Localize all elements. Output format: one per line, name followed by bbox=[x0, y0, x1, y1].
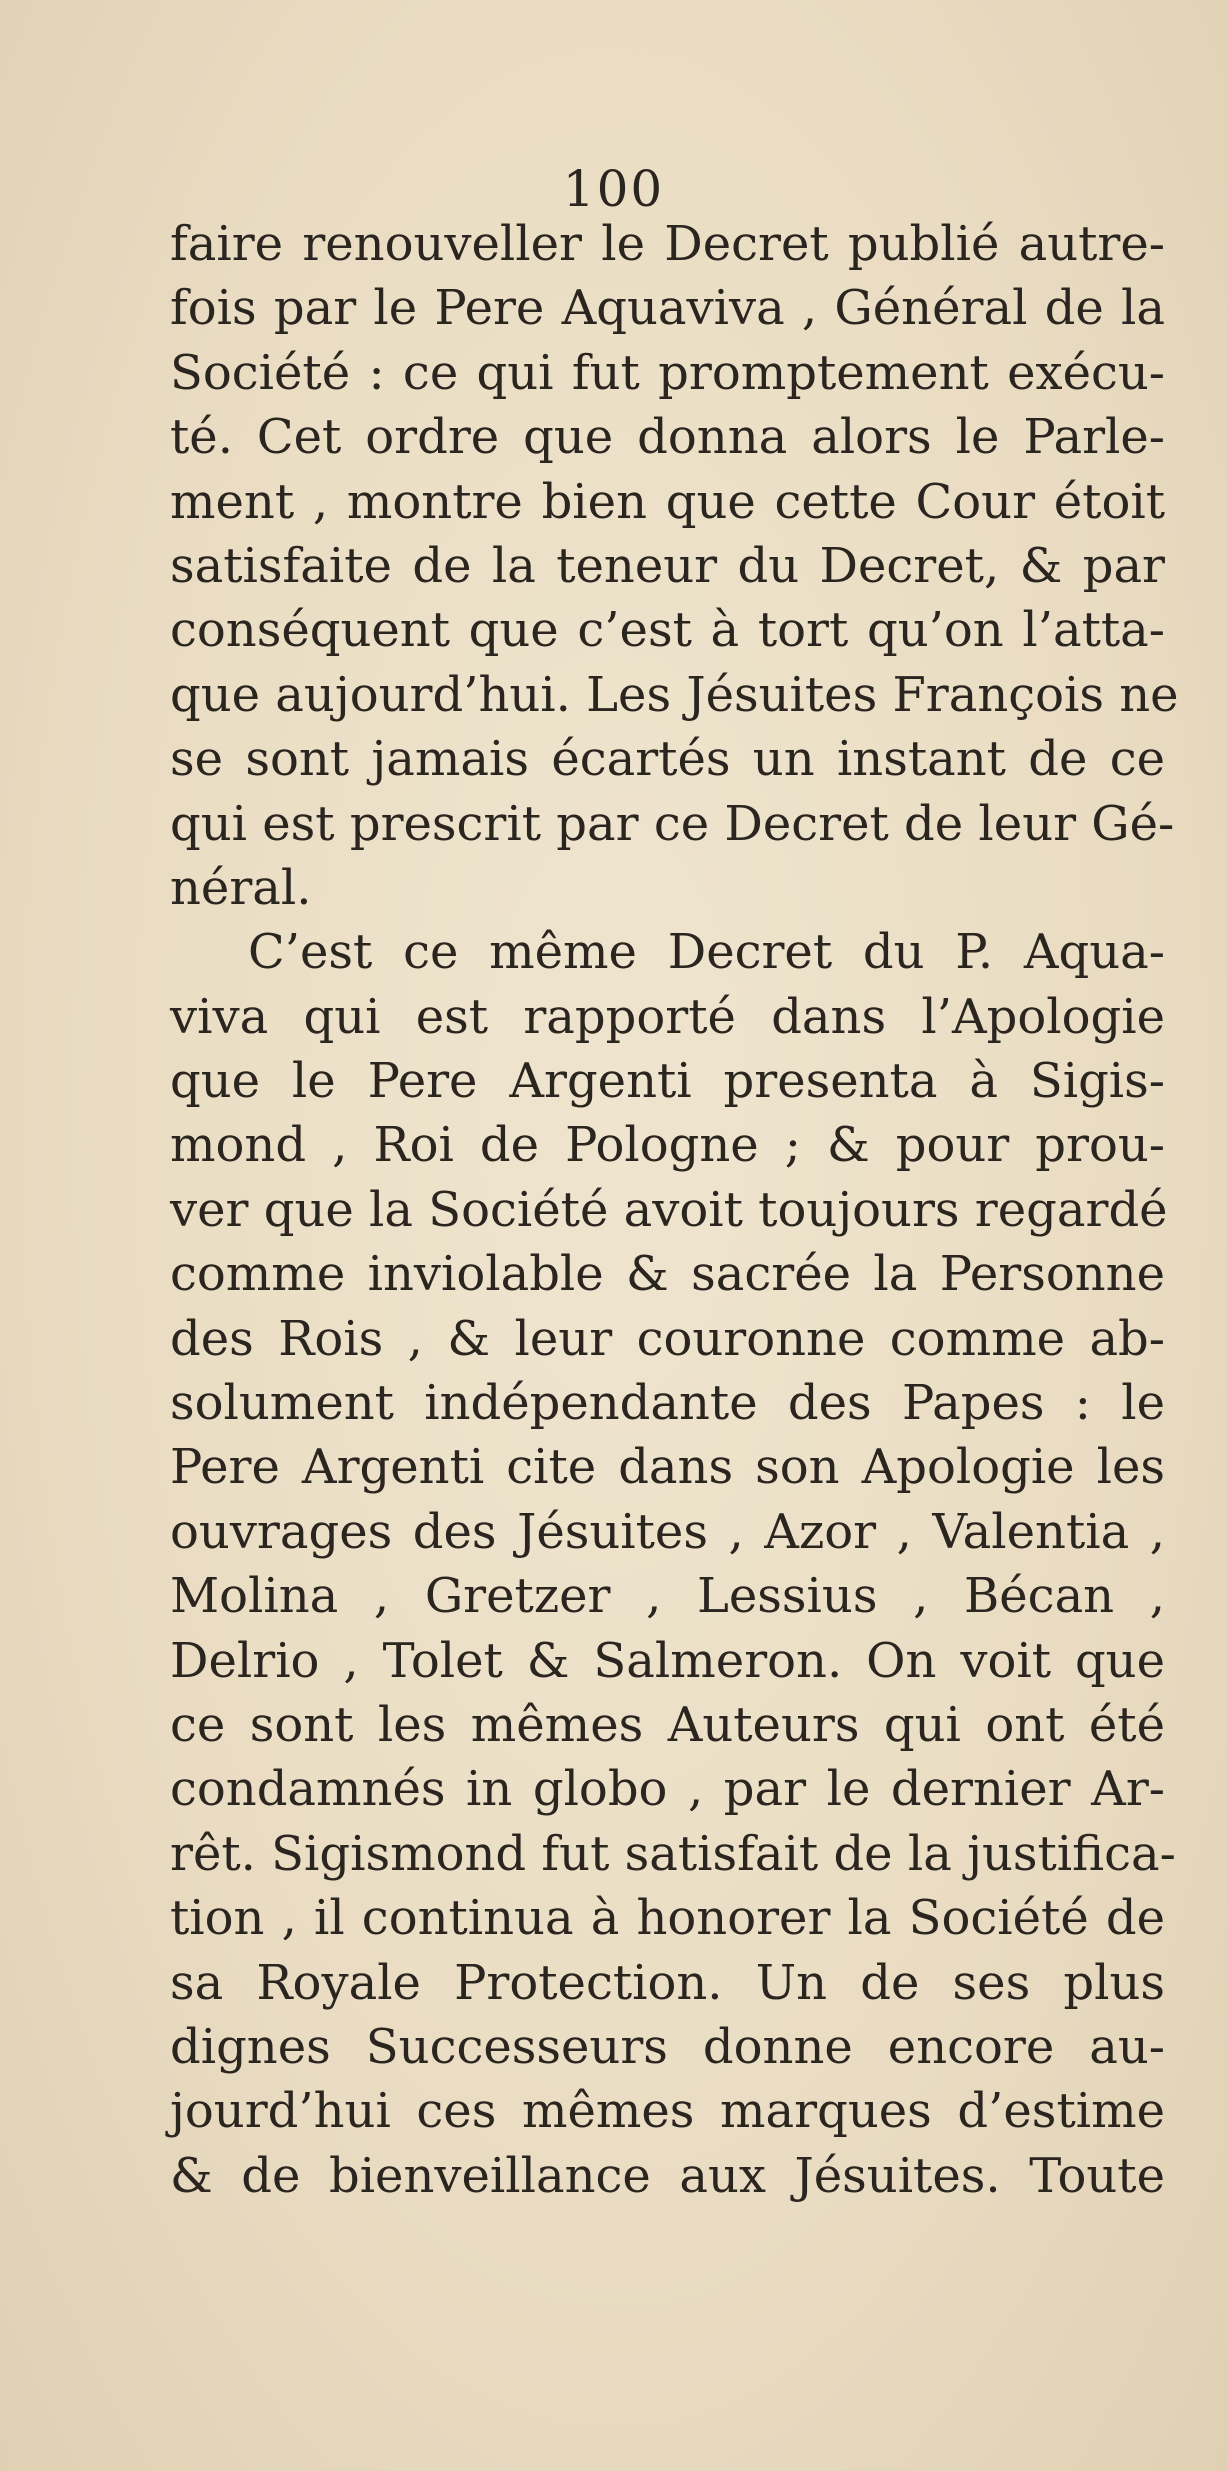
text-line: jourd’hui ces mêmes marques d’estime bbox=[170, 2083, 1165, 2140]
paragraph-end-line: néral. bbox=[170, 859, 312, 916]
text-line: té. Cet ordre que donna alors le Parle- bbox=[170, 409, 1165, 466]
text-line: ver que la Société avoit toujours regardé bbox=[170, 1181, 1168, 1238]
text-line: Delrio , Tolet & Salmeron. On voit que bbox=[170, 1632, 1165, 1689]
text-line: se sont jamais écartés un instant de ce bbox=[170, 731, 1165, 788]
text-line: comme inviolable & sacrée la Personne bbox=[170, 1246, 1165, 1303]
text-line: ce sont les mêmes Auteurs qui ont été bbox=[170, 1696, 1165, 1753]
text-line: fois par le Pere Aquaviva , Général de la bbox=[170, 280, 1165, 337]
text-line: condamnés in globo , par le dernier Ar- bbox=[170, 1761, 1165, 1818]
text-line: ment , montre bien que cette Cour étoit bbox=[170, 473, 1165, 530]
text-line: satisfaite de la teneur du Decret, & par bbox=[170, 537, 1165, 594]
page-number: 100 bbox=[562, 160, 665, 218]
text-line: dignes Successeurs donne encore au- bbox=[170, 2018, 1165, 2075]
paragraph-start-line: C’est ce même Decret du P. Aqua- bbox=[248, 924, 1165, 981]
text-line: Pere Argenti cite dans son Apologie les bbox=[170, 1439, 1165, 1496]
text-line: sa Royale Protection. Un de ses plus bbox=[170, 1954, 1165, 2011]
text-line: conséquent que c’est à tort qu’on l’atta- bbox=[170, 602, 1165, 659]
text-line: des Rois , & leur couronne comme ab- bbox=[170, 1310, 1165, 1367]
text-line: qui est prescrit par ce Decret de leur Gé- bbox=[170, 795, 1175, 852]
text-line: & de bienveillance aux Jésuites. Toute bbox=[170, 2147, 1165, 2204]
text-line: Société : ce qui fut promptement exécu- bbox=[170, 344, 1165, 401]
text-line: que le Pere Argenti presenta à Sigis- bbox=[170, 1053, 1165, 1110]
text-line: viva qui est rapporté dans l’Apologie bbox=[170, 988, 1165, 1045]
text-line: mond , Roi de Pologne ; & pour prou- bbox=[170, 1117, 1165, 1174]
text-line: ouvrages des Jésuites , Azor , Valentia , bbox=[170, 1503, 1165, 1560]
text-line: rêt. Sigismond fut satisfait de la justifica- bbox=[170, 1825, 1176, 1882]
text-line: que aujourd’hui. Les Jésuites François ne bbox=[170, 666, 1179, 723]
body-text bbox=[170, 212, 1179, 2208]
text-line: tion , il continua à honorer la Société de bbox=[170, 1890, 1165, 1947]
text-line: Molina , Gretzer , Lessius , Bécan , bbox=[170, 1568, 1165, 1625]
text-line: faire renouveller le Decret publié autre- bbox=[170, 216, 1165, 272]
text-line: solument indépendante des Papes : le bbox=[170, 1375, 1165, 1432]
